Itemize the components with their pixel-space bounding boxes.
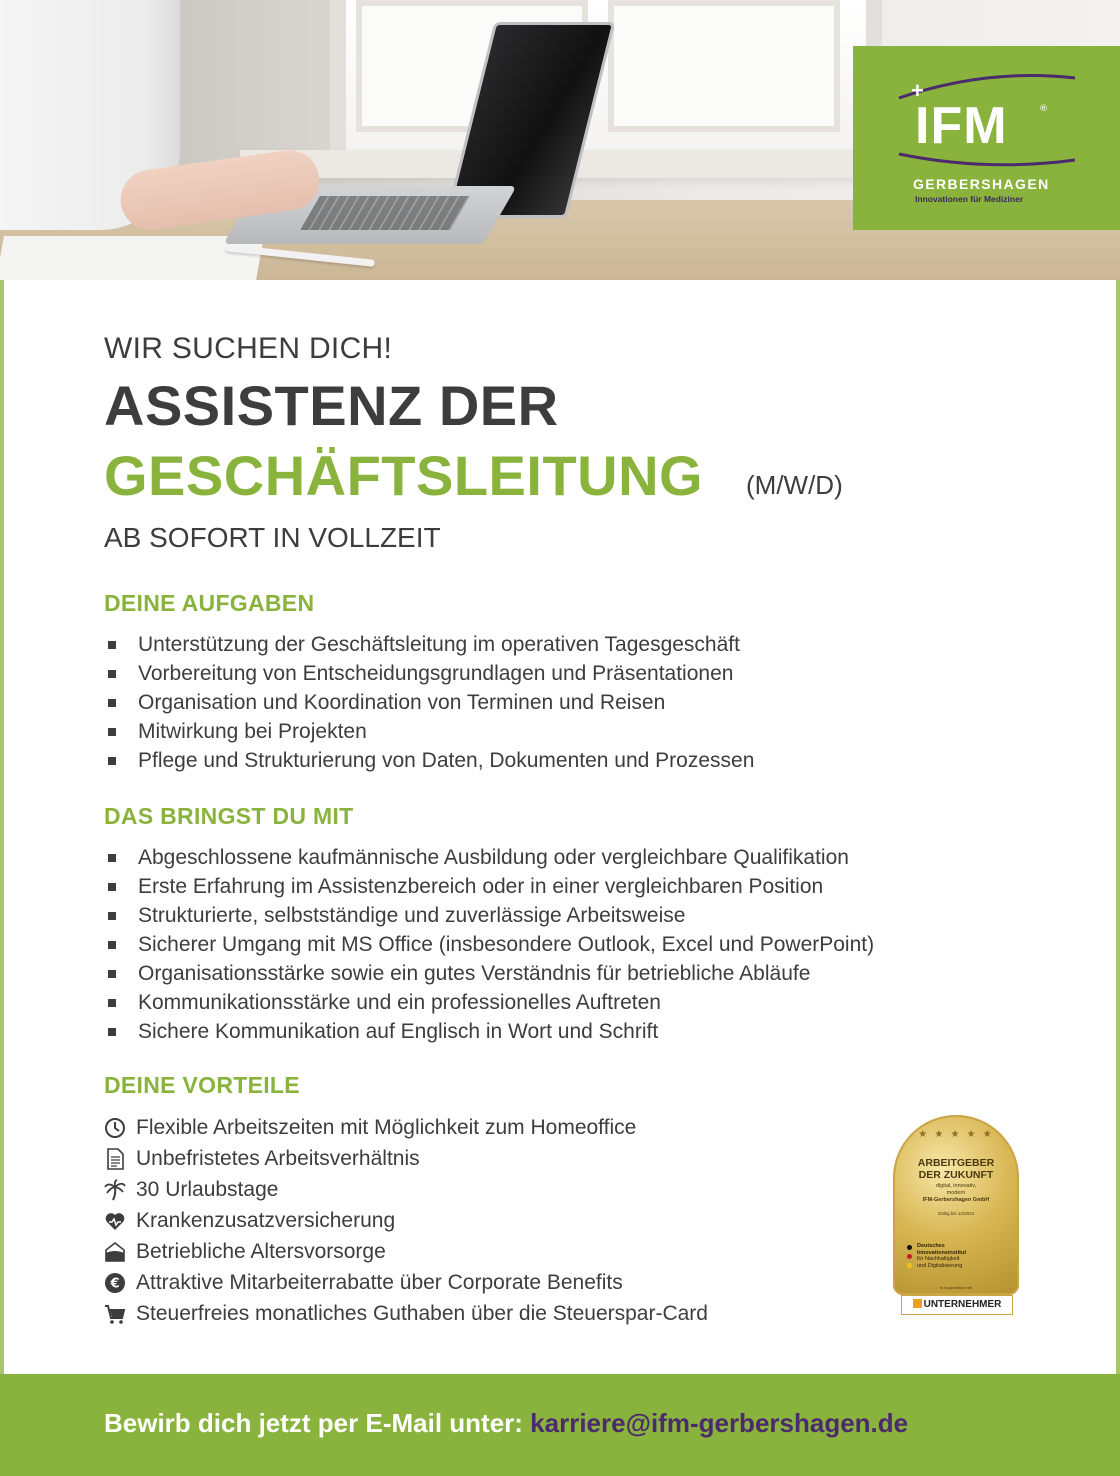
list-item: € Attraktive Mitarbeiterrabatte über Corporate Benefits <box>104 1267 708 1298</box>
footer-cta <box>104 1408 908 1439</box>
list-item: Kommunikationsstärke und ein professionelles Auftreten <box>104 988 874 1017</box>
badge-cooperation: in Kooperation mit <box>939 1285 973 1290</box>
list-item: Unterstützung der Geschäftsleitung im operativen Tagesgeschäft <box>104 630 754 659</box>
list-item: Unbefristetes Arbeitsverhältnis <box>104 1143 708 1174</box>
badge-claim: digital, innovativ, modern <box>935 1183 977 1196</box>
bullet-icon <box>108 757 116 765</box>
list-item: Betriebliche Altersvorsorge <box>104 1236 708 1267</box>
list-item: Vorbereitung von Entscheidungsgrundlagen und Präsentationen <box>104 659 754 688</box>
bullet-icon <box>108 883 116 891</box>
bullet-icon <box>108 670 116 678</box>
company-logo <box>853 46 1120 230</box>
list-item: Sichere Kommunikation auf Englisch in Wort und Schrift <box>104 1017 874 1046</box>
list-item: Sicherer Umgang mit MS Office (insbesondere Outlook, Excel und PowerPoint) <box>104 930 874 959</box>
clock-icon <box>104 1117 126 1139</box>
badge-title: ARBEITGEBER DER ZUKUNFT <box>917 1157 995 1181</box>
cart-icon <box>104 1303 126 1325</box>
badge-institute: Deutsches Innovationsinstitut für Nachhaltigkeit und Digitalisierung <box>917 1243 967 1269</box>
bullet-icon <box>108 970 116 978</box>
frame-left <box>0 280 4 1374</box>
badge-company: IFM-Gerbershagen GmbH <box>922 1197 990 1203</box>
bullet-icon <box>108 1028 116 1036</box>
logo-brand: IFM <box>915 97 1008 155</box>
list-item: Krankenzusatzversicherung <box>104 1205 708 1236</box>
list-item: Steuerfreies monatliches Guthaben über die Steuerspar-Card <box>104 1298 708 1329</box>
heart-health-icon <box>104 1210 126 1232</box>
bullet-icon <box>108 999 116 1007</box>
footer-cta-bar <box>0 1374 1120 1476</box>
bullet-icon <box>108 728 116 736</box>
logo-arc-bottom <box>897 150 1077 174</box>
badge-partner-logo: UNTERNEHMER <box>901 1295 1013 1315</box>
gender-note: (M/W/D) <box>746 470 843 500</box>
section-title-tasks: DEINE AUFGABEN <box>104 590 315 616</box>
document-icon <box>104 1148 126 1170</box>
frame-right <box>1116 280 1120 1374</box>
kicker-text: WIR SUCHEN DICH! <box>104 332 393 365</box>
benefits-list <box>104 1112 708 1329</box>
palm-tree-icon <box>104 1179 126 1201</box>
list-item: 30 Urlaubstage <box>104 1174 708 1205</box>
list-item: Mitwirkung bei Projekten <box>104 717 754 746</box>
section-title-benefits: DEINE VORTEILE <box>104 1072 300 1098</box>
euro-icon <box>104 1272 126 1294</box>
job-title-line2: GESCHÄFTSLEITUNG <box>104 444 704 507</box>
requirements-list <box>104 843 874 1046</box>
list-item: Pflege und Strukturierung von Daten, Dokumenten und Prozessen <box>104 746 754 775</box>
job-title-line1: ASSISTENZ DER <box>104 374 559 437</box>
badge-validity: Gültig bis 12/2024 <box>937 1211 975 1216</box>
bullet-icon <box>108 641 116 649</box>
tasks-list <box>104 630 754 775</box>
list-item: Erste Erfahrung im Assistenzbereich oder in einer vergleichbaren Position <box>104 872 874 901</box>
logo-plus-icon: + <box>911 78 924 103</box>
cta-text: Bewirb dich jetzt per E-Mail unter: <box>104 1408 523 1438</box>
list-item: Abgeschlossene kaufmännische Ausbildung oder vergleichbare Qualifikation <box>104 843 874 872</box>
list-item: Flexible Arbeitszeiten mit Möglichkeit zum Homeoffice <box>104 1112 708 1143</box>
svg-text:€: € <box>110 1276 120 1292</box>
bullet-icon <box>108 699 116 707</box>
logo-location: GERBERSHAGEN <box>913 176 1050 192</box>
section-title-requirements: DAS BRINGST DU MIT <box>104 803 354 829</box>
logo-registered-mark: ® <box>1039 104 1048 114</box>
bullet-icon <box>108 912 116 920</box>
german-flag-icon <box>907 1245 913 1272</box>
list-item: Organisationsstärke sowie ein gutes Verständnis für betriebliche Abläufe <box>104 959 874 988</box>
piggy-bank-icon <box>104 1241 126 1263</box>
employment-type: AB SOFORT IN VOLLZEIT <box>104 522 441 553</box>
bullet-icon <box>108 941 116 949</box>
employer-award-badge <box>893 1115 1019 1315</box>
list-item: Strukturierte, selbstständige und zuverlässige Arbeitsweise <box>104 901 874 930</box>
badge-stars-icon: ★ ★ ★ ★ ★ <box>918 1129 994 1140</box>
list-item: Organisation und Koordination von Terminen und Reisen <box>104 688 754 717</box>
partner-logo-icon <box>913 1299 922 1308</box>
email-link[interactable]: karriere@ifm-gerbershagen.de <box>530 1408 909 1438</box>
logo-tagline: Innovationen für Mediziner <box>915 194 1024 204</box>
bullet-icon <box>108 854 116 862</box>
